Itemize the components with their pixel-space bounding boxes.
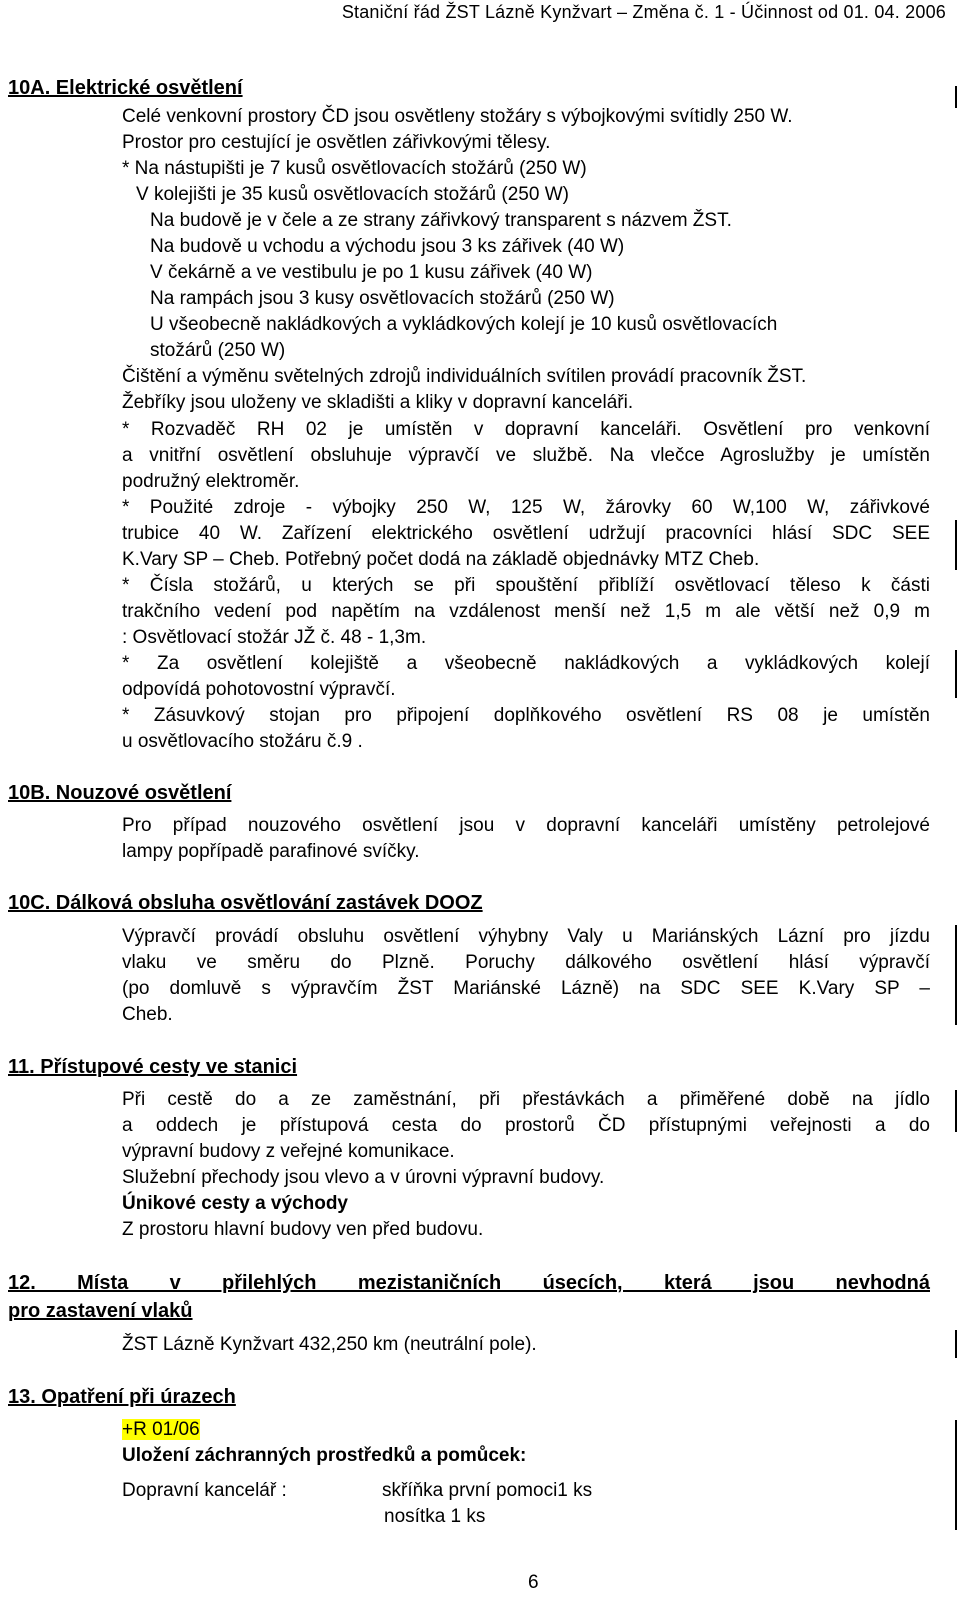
text-line: Na rampách jsou 3 kusy osvětlovacích stožárů (250 W) (150, 288, 615, 309)
text-line: Pro případ nouzového osvětlení jsou v dopravní kanceláři umístěny petrolejové (122, 815, 930, 836)
section-11-title: 11. Přístupové cesty ve stanici (8, 1056, 298, 1078)
page-header: Staniční řád ŽST Lázně Kynžvart – Změna č. 1 - Účinnost od 01. 04. 2006 (341, 2, 946, 22)
page-number: 6 (528, 1572, 539, 1593)
text-line: Prostor pro cestující je osvětlen zářivkovými tělesy. (122, 132, 551, 153)
section-10c-title: 10C. Dálková obsluha osvětlování zastávek DOOZ (8, 892, 483, 914)
text-line: výpravní budovy z veřejné komunikace. (122, 1141, 455, 1162)
text-line: * Rozvaděč RH 02 je umístěn v dopravní kanceláři. Osvětlení pro venkovní (122, 419, 930, 440)
section-12-title-cont: pro zastavení vlaků (8, 1300, 193, 1322)
text-line: V kolejišti je 35 kusů osvětlovacích stožárů (250 W) (136, 184, 569, 205)
text-line: trakčního vedení pod napětím na vzdálenost menší než 1,5 m ale větší než 0,9 m (122, 601, 930, 622)
text-line: vlaku ve směru do Plzně. Poruchy dálkového osvětlení hlásí výpravčí (122, 952, 930, 973)
text-line: * Za osvětlení kolejiště a všeobecně nakládkových a vykládkových kolejí (122, 653, 930, 674)
text-line: * Zásuvkový stojan pro připojení doplňkového osvětlení RS 08 je umístěn (122, 705, 930, 726)
section-12-title: 12. Místa v přilehlých mezistaničních úsecích, která jsou nevhodná (8, 1272, 930, 1294)
text-line: Žebříky jsou uloženy ve skladišti a kliky v dopravní kanceláři. (122, 392, 634, 413)
text-line: * Čísla stožárů, u kterých se při spouštění přiblíží osvětlovací těleso k části (122, 575, 930, 596)
subheading-escape-routes: Únikové cesty a východy (122, 1193, 348, 1214)
location-label: Dopravní kancelář : (122, 1480, 287, 1501)
text-line: u osvětlovacího stožáru č.9 . (122, 731, 363, 752)
equipment-item: nosítka 1 ks (384, 1506, 486, 1527)
text-line: odpovídá pohotovostní výpravčí. (122, 679, 396, 700)
text-line: Čištění a výměnu světelných zdrojů individuálních svítilen provádí pracovník ŽST. (122, 366, 807, 387)
change-bar (955, 925, 957, 1025)
text-line: trubice 40 W. Zařízení elektrického osvětlení udržují pracovníci hlásí SDC SEE (122, 523, 930, 544)
text-line: Služební přechody jsou vlevo a v úrovni výpravní budovy. (122, 1167, 605, 1188)
section-10a-title: 10A. Elektrické osvětlení (8, 77, 243, 99)
text-line: U všeobecně nakládkových a vykládkových kolejí je 10 kusů osvětlovacích (150, 314, 778, 335)
change-bar (955, 1090, 957, 1132)
text-line: lampy popřípadě parafinové svíčky. (122, 841, 420, 862)
text-line: a oddech je přístupová cesta do prostorů ČD přístupnými veřejnosti a do (122, 1115, 930, 1136)
text-line: Z prostoru hlavní budovy ven před budovu. (122, 1219, 484, 1240)
text-line: ŽST Lázně Kynžvart 432,250 km (neutrální pole). (122, 1334, 537, 1355)
change-bar (955, 520, 957, 570)
text-line: : Osvětlovací stožár JŽ č. 48 - 1,3m. (122, 627, 427, 648)
change-bar (955, 650, 957, 698)
text-line: Na budově je v čele a ze strany zářivkový transparent s názvem ŽST. (150, 210, 732, 231)
text-line: stožárů (250 W) (150, 340, 286, 361)
text-line: * Použité zdroje - výbojky 250 W, 125 W, žárovky 60 W,100 W, zářivkové (122, 497, 930, 518)
text-line: Při cestě do a ze zaměstnání, při přestávkách a přiměřené době na jídlo (122, 1089, 930, 1110)
text-line: podružný elektroměr. (122, 471, 300, 492)
change-bar (955, 86, 957, 108)
text-line: K.Vary SP – Cheb. Potřebný počet dodá na základě objednávky MTZ Cheb. (122, 549, 760, 570)
text-line: Celé venkovní prostory ČD jsou osvětleny stožáry s výbojkovými svítidly 250 W. (122, 106, 793, 127)
section-13-title: 13. Opatření při úrazech (8, 1386, 236, 1408)
change-bar (955, 1330, 957, 1358)
text-line: Cheb. (122, 1004, 173, 1025)
change-bar (955, 1420, 957, 1530)
text-line: * Na nástupišti je 7 kusů osvětlovacích stožárů (250 W) (122, 158, 587, 179)
change-marker: +R 01/06 (122, 1419, 200, 1440)
equipment-item: skříňka první pomoci1 ks (382, 1480, 593, 1501)
subheading-rescue-equipment: Uložení záchranných prostředků a pomůcek: (122, 1445, 527, 1466)
section-10b-title: 10B. Nouzové osvětlení (8, 782, 232, 804)
text-line: (po domluvě s výpravčím ŽST Mariánské Lázně) na SDC SEE K.Vary SP – (122, 978, 930, 999)
text-line: Výpravčí provádí obsluhu osvětlení výhybny Valy u Mariánských Lázní pro jízdu (122, 926, 930, 947)
text-line: a vnitřní osvětlení obsluhuje výpravčí ve službě. Na vlečce Agroslužby je umístěn (122, 445, 930, 466)
text-line: V čekárně a ve vestibulu je po 1 kusu zářivek (40 W) (150, 262, 593, 283)
text-line: Na budově u vchodu a východu jsou 3 ks zářivek (40 W) (150, 236, 625, 257)
